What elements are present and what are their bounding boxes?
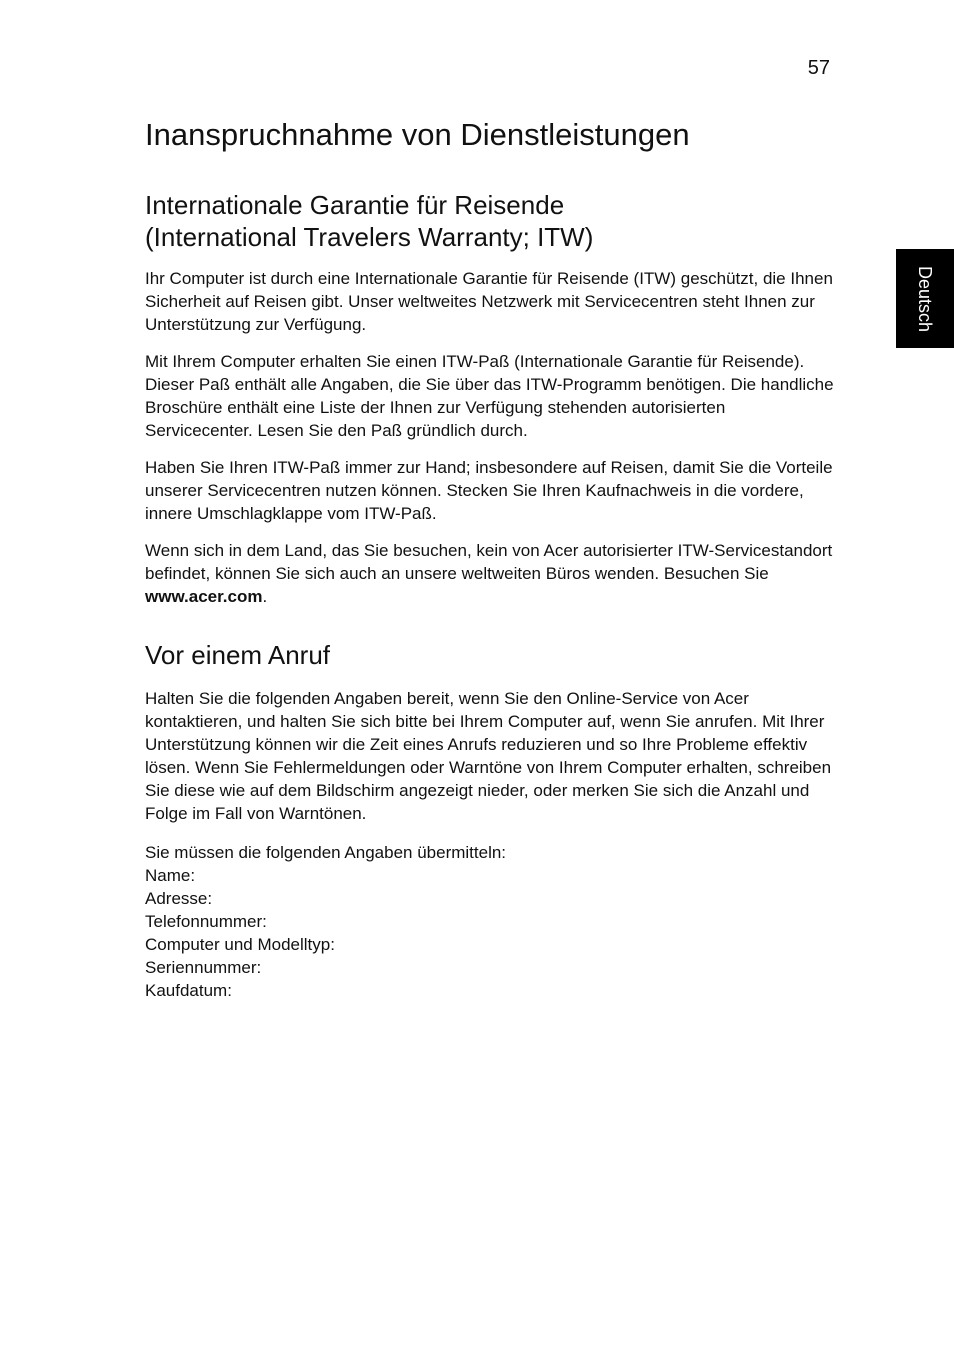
field-name: Name:: [145, 866, 196, 885]
itw-heading-line2: (International Travelers Warranty; ITW): [145, 222, 594, 252]
itw-section: [145, 189, 835, 622]
before-call-section: [145, 639, 835, 1002]
language-tab-label: Deutsch: [915, 265, 935, 332]
itw-paragraph-3: Haben Sie Ihren ITW-Paß immer zur Hand; insbesondere auf Reisen, damit Sie die Vorteile unserer Servicecentren nutzen können. Stecken Sie Ihren Kaufnachweis in die vordere, innere Umschlagklappe vom ITW-Paß.: [145, 458, 833, 523]
field-serial-number: Seriennummer:: [145, 958, 262, 977]
itw-heading-line1: Internationale Garantie für Reisende: [145, 190, 565, 220]
itw-paragraph-4: [145, 539, 835, 608]
itw-paragraph-2: Mit Ihrem Computer erhalten Sie einen ITW-Paß (Internationale Garantie für Reisende). Dieser Paß enthält alle Angaben, die Sie über das ITW-Programm benötigen. Die handliche Broschüre enthält eine Liste der Ihnen zur Verfügung stehenden autorisierten Servicecenter. Lesen Sie den Paß gründlich durch.: [145, 352, 834, 440]
language-tab: [896, 249, 954, 348]
page-title: Inanspruchnahme von Dienstleistungen: [145, 117, 690, 152]
field-phone: Telefonnummer:: [145, 912, 267, 931]
field-purchase-date: Kaufdatum:: [145, 981, 232, 1000]
acer-website-link[interactable]: www.acer.com: [145, 587, 263, 606]
before-call-heading: Vor einem Anruf: [145, 640, 330, 670]
field-computer-model: Computer und Modelltyp:: [145, 935, 335, 954]
field-address: Adresse:: [145, 889, 213, 908]
required-info-intro: Sie müssen die folgenden Angaben übermitteln:: [145, 843, 507, 862]
required-info-list: [145, 841, 835, 1002]
itw-paragraph-1: Ihr Computer ist durch eine Internationale Garantie für Reisende (ITW) geschützt, die Ihnen Sicherheit auf Reisen gibt. Unser weltweites Netzwerk mit Servicecentren steht Ihnen zur Unterstützung zur Verfügung.: [145, 269, 833, 334]
page-number: 57: [807, 57, 830, 79]
itw-paragraph-4-end: .: [262, 587, 268, 606]
itw-paragraph-4-text: Wenn sich in dem Land, das Sie besuchen, kein von Acer autorisierter ITW-Servicestandort befindet, können Sie sich auch an unsere weltweiten Büros wenden. Besuchen Sie: [145, 541, 833, 583]
before-call-paragraph: Halten Sie die folgenden Angaben bereit, wenn Sie den Online-Service von Acer kontaktieren, und halten Sie sich bitte bei Ihrem Computer auf, wenn Sie anrufen. Mit Ihrer Unterstützung können wir die Zeit eines Anrufs reduzieren und so Ihre Probleme effektiv lösen. Wenn Sie Fehlermeldungen oder Warntöne von Ihrem Computer erhalten, schreiben Sie diese wie auf dem Bildschirm angezeigt nieder, oder merken Sie sich die Anzahl und Folge im Fall von Warntönen.: [145, 689, 832, 823]
itw-heading: [145, 189, 835, 253]
